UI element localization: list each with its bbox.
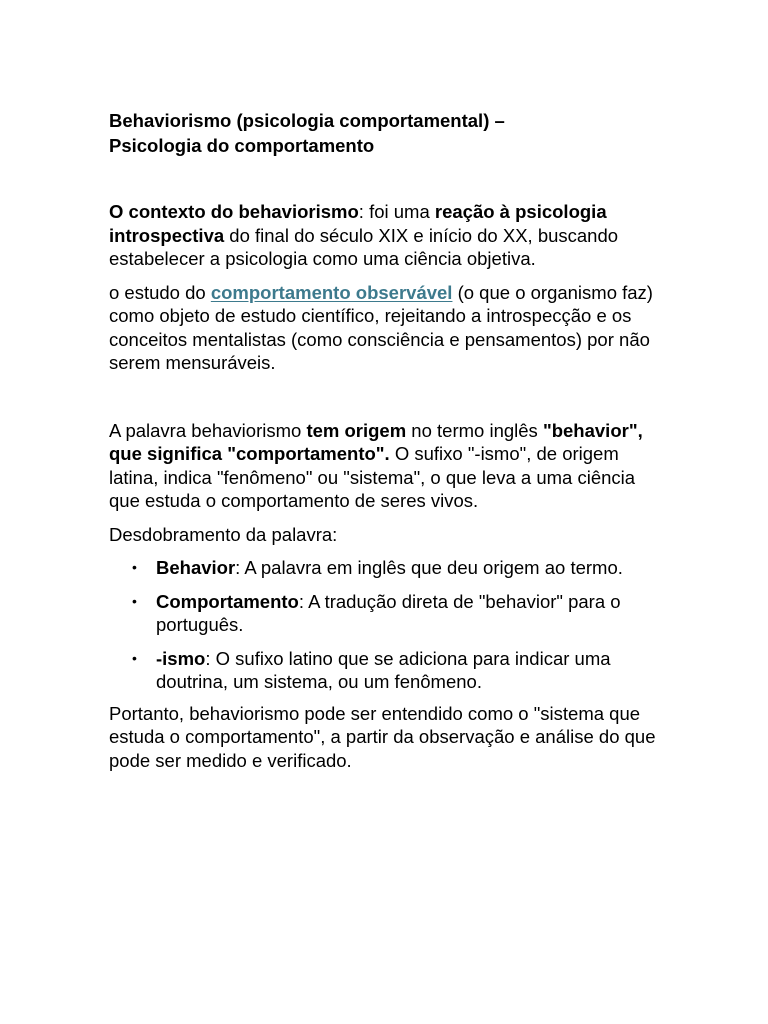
- list-item-text: : O sufixo latino que se adiciona para indicar uma doutrina, um sistema, ou um fenômeno.: [156, 647, 611, 692]
- observable-behavior-link[interactable]: comportamento observável: [210, 281, 453, 303]
- list-item-term: Behavior: [156, 557, 236, 578]
- list-item-term: -ismo: [156, 647, 206, 669]
- title-line-2: Psicologia do comportamento: [109, 135, 375, 156]
- bullet-icon: •: [132, 592, 137, 609]
- list-item: [109, 647, 669, 694]
- context-heading: O contexto do behaviorismo: [109, 201, 359, 222]
- title-line-1: Behaviorismo (psicologia comportamental) –: [109, 110, 505, 131]
- behavior-meaning: "behavior", que significa "comportamento".: [109, 419, 643, 464]
- origin-highlight: tem origem: [306, 419, 407, 441]
- document-title: [109, 108, 669, 158]
- context-highlight: reação à psicologia introspectiva: [109, 201, 607, 246]
- list-item-text: : A tradução direta de "behavior" para o português.: [156, 590, 621, 635]
- list-item: [109, 590, 669, 637]
- paragraph-origin: A palavra behaviorismo tem origem no termo inglês "behavior", que significa "comportamento". O sufixo "-ismo", de origem latina, indica "fenômeno" ou "sistema", o que leva a uma ciência que estuda o comportamento de seres vivos.: [109, 419, 643, 511]
- word-breakdown-list: [109, 556, 669, 694]
- list-item: [109, 556, 669, 580]
- paragraph-object-of-study: o estudo do comportamento observável (o que o organismo faz) como objeto de estudo científico, rejeitando a introspecção e os conceitos mentalistas (como consciência e pensamentos) por não serem mensuráveis.: [109, 281, 653, 373]
- list-item-term: Comportamento: [156, 590, 299, 612]
- bullet-icon: •: [132, 559, 137, 575]
- paragraph-context: O contexto do behaviorismo: foi uma reação à psicologia introspectiva do final do século XIX e início do XX, buscando estabelecer a psicologia como uma ciência objetiva.: [109, 201, 619, 269]
- document-page: [109, 108, 669, 772]
- paragraph-breakdown-intro: Desdobramento da palavra:: [109, 523, 338, 545]
- bullet-icon: •: [132, 649, 137, 666]
- list-item-text: : A palavra em inglês que deu origem ao termo.: [235, 557, 623, 578]
- paragraph-conclusion: Portanto, behaviorismo pode ser entendido como o "sistema que estuda o comportamento", a partir da observação e análise do que pode ser medido e verificado.: [109, 702, 656, 771]
